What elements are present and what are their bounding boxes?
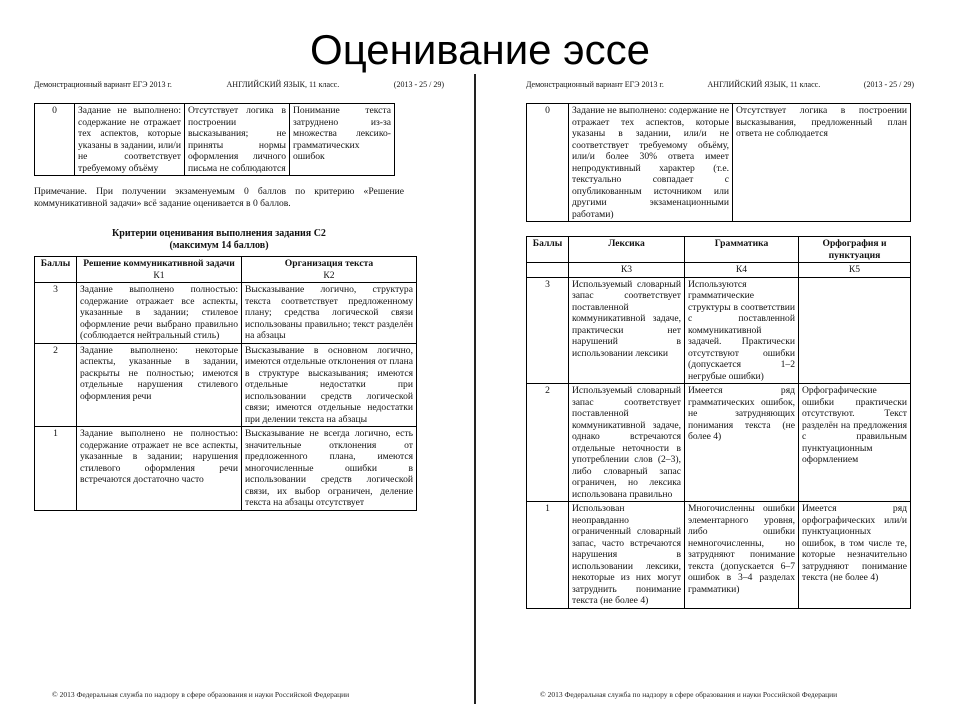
header-score: Баллы (35, 257, 77, 283)
k4-cell: Многочисленны ошибки элементарного уровня, либо ошибки немногочисленны, но затрудняют понимание текста (допускается 6–7 ошибок в 3–4 разделах грамматики) (685, 502, 799, 609)
score-cell: 0 (35, 104, 75, 176)
header-k3-code: К3 (569, 263, 685, 278)
header-k1-code: К1 (153, 269, 165, 281)
right-page (526, 80, 914, 609)
left-page-header (34, 80, 444, 89)
header-k4-code: К4 (685, 263, 799, 278)
table-row (527, 502, 911, 609)
k3-cell: Используемый словарный запас соответствует поставленной коммуникативной задаче, однако встречаются отдельные неточности в употреблении слов (2–3), либо словарный запас ограничен, но лексика использована правильно (569, 384, 685, 502)
k2-cell: Высказывание в основном логично, имеются отдельные отклонения от плана в структуре высказывания; имеются отдельные недостатки при использовании средств логической связи; имеются отдельные недостатки при делении текста на абзацы (242, 343, 417, 427)
k3-cell: Понимание текста затруднено из-за множества лексико-грамматических ошибок (290, 104, 395, 176)
k2-cell: Отсутствует логика в построении высказывания, предложенный план ответа не соблюдается (733, 104, 911, 222)
score-cell: 1 (527, 502, 569, 609)
k1-cell: Задание не выполнено: содержание не отражает тех аспектов, которые указаны в задании, или/и не соответствует требуемому объёму, или/и более 30% ответа имеет непродуктивный характер (т.е. текстуально совпадает с опубликованным источником или другими экзаменационными работами) (569, 104, 733, 222)
k2-cell: Высказывание не всегда логично, есть значительные отклонения от предложенного плана, имеются многочисленные ошибки в использовании средств логической связи, их выбор ограничен, деление текста на абзацы отсутствует (242, 427, 417, 511)
k3-cell: Использован неоправданно ограниченный словарный запас, часто встречаются нарушения в использовании лексики, некоторые из них могут затруднить понимание текста (не более 4) (569, 502, 685, 609)
k1-cell: Задание выполнено: некоторые аспекты, указанные в задании, раскрыты не полностью; имеются отдельные нарушения стилевого оформления речи (77, 343, 242, 427)
header-k2-label: Организация текста (284, 258, 374, 269)
header-left: Демонстрационный вариант ЕГЭ 2013 г. (34, 80, 172, 89)
header-k5-code: К5 (799, 263, 911, 278)
k5-cell: Орфографические ошибки практически отсутствуют. Текст разделён на предложения с правильным пунктуационным оформлением (799, 384, 911, 502)
table-row (35, 343, 417, 427)
score-cell: 0 (527, 104, 569, 222)
table-row (527, 384, 911, 502)
header-score-code-empty (527, 263, 569, 278)
header-right: (2013 - 25 / 29) (393, 80, 444, 89)
k1-cell: Задание выполнено не полностью: содержание отражает не все аспекты, указанные в задании; нарушения стилевого оформления речи встречаются достаточно часто (77, 427, 242, 511)
k5-cell: Имеется ряд орфографических или/и пунктуационных ошибок, в том числе те, которые незначительно затрудняют понимание текста (не более 4) (799, 502, 911, 609)
right-top-table (526, 103, 911, 222)
score-cell: 3 (527, 277, 569, 384)
k2-cell: Высказывание логично, структура текста соответствует предложенному плану; средства логической связи использованы правильно; текст разделён на абзацы (242, 283, 417, 344)
header-k1-label: Решение коммуникативной задачи (83, 258, 235, 269)
score-cell: 2 (35, 343, 77, 427)
right-criteria-table (526, 236, 911, 609)
header-center: АНГЛИЙСКИЙ ЯЗЫК, 11 класс. (226, 80, 340, 89)
left-top-table (34, 103, 395, 176)
k2-cell: Отсутствует логика в построении высказывания; не приняты нормы оформления личного письма не соблюдаются (185, 104, 290, 176)
left-page (34, 80, 444, 511)
table-row (527, 104, 911, 222)
k1-cell: Задание не выполнено: содержание не отражает тех аспектов, которые указаны в задании, или/и не соответствует требуемому объёму (75, 104, 185, 176)
slide-title: Оценивание эссе (310, 26, 650, 73)
note-text: Примечание. При получении экзаменуемым 0 баллов по критерию «Решение коммуникативной задачи» всё задание оценивается в 0 баллов. (34, 186, 404, 209)
criteria-subtitle-line: (максимум 14 баллов) (169, 240, 269, 251)
header-center: АНГЛИЙСКИЙ ЯЗЫК, 11 класс. (707, 80, 821, 89)
left-criteria-table (34, 256, 417, 511)
header-k2-code: К2 (323, 269, 335, 281)
header-k1 (77, 257, 242, 283)
header-left: Демонстрационный вариант ЕГЭ 2013 г. (526, 80, 664, 89)
left-page-footer: © 2013 Федеральная служба по надзору в сфере образования и науки Российской Федерации (52, 690, 350, 699)
table-row (527, 277, 911, 384)
score-cell: 3 (35, 283, 77, 344)
right-page-footer: © 2013 Федеральная служба по надзору в сфере образования и науки Российской Федерации (540, 690, 838, 699)
page-divider (474, 74, 476, 704)
header-score: Баллы (527, 237, 569, 263)
header-k4: Грамматика (685, 237, 799, 263)
criteria-title-line: Критерии оценивания выполнения задания С2 (112, 228, 326, 239)
criteria-title (34, 228, 404, 252)
header-k5: Орфография и пунктуация (799, 237, 911, 263)
k4-cell: Используются грамматические структуры в соответствии с поставленной коммуникативной задачей. Практически отсутствуют ошибки (допускается 1–2 негрубые ошибки) (685, 277, 799, 384)
right-page-header (526, 80, 914, 89)
header-k3: Лексика (569, 237, 685, 263)
k4-cell: Имеется ряд грамматических ошибок, не затрудняющих понимания текста (не более 4) (685, 384, 799, 502)
table-row (35, 427, 417, 511)
k3-cell: Используемый словарный запас соответствует поставленной коммуникативной задаче, практически нет нарушений в использовании лексики (569, 277, 685, 384)
score-cell: 1 (35, 427, 77, 511)
score-cell: 2 (527, 384, 569, 502)
header-right: (2013 - 25 / 29) (863, 80, 914, 89)
k1-cell: Задание выполнено полностью: содержание отражает все аспекты, указанные в задании; стилевое оформление речи выбрано правильно (соблюдается нейтральный стиль) (77, 283, 242, 344)
k5-cell (799, 277, 911, 384)
table-row (35, 283, 417, 344)
table-row (35, 104, 395, 176)
header-k2 (242, 257, 417, 283)
